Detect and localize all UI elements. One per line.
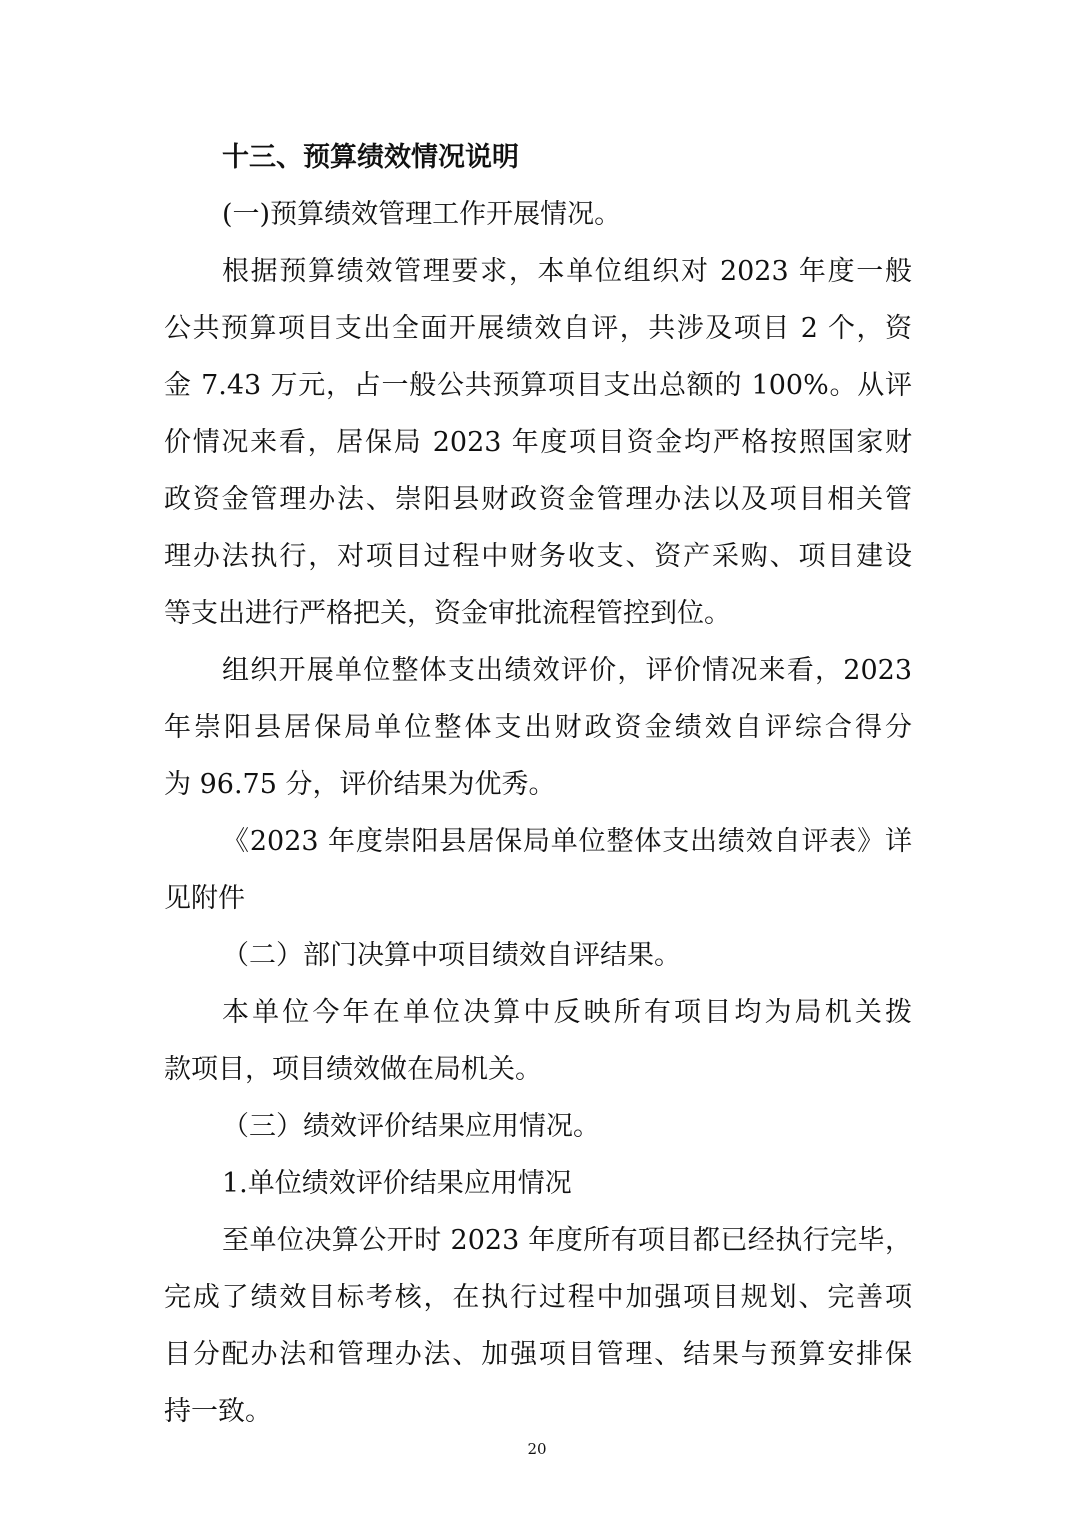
paragraph-line: 目分配办法和管理办法、加强项目管理、结果与预算安排保: [164, 1339, 912, 1370]
paragraph-line: 为 96.75 分，评价结果为优秀。: [164, 769, 556, 800]
page-number: 20: [527, 1440, 547, 1458]
paragraph-line: 理办法执行，对项目过程中财务收支、资产采购、项目建设: [164, 541, 912, 572]
paragraph-line: 《2023 年度崇阳县居保局单位整体支出绩效自评表》详: [222, 826, 912, 857]
paragraph-line: 完成了绩效目标考核，在执行过程中加强项目规划、完善项: [164, 1282, 912, 1313]
paragraph-line: 公共预算项目支出全面开展绩效自评，共涉及项目 2 个，资: [164, 313, 912, 344]
paragraph-line: 价情况来看，居保局 2023 年度项目资金均严格按照国家财: [164, 427, 912, 458]
subsection-heading-3: （三）绩效评价结果应用情况。: [222, 1111, 600, 1142]
paragraph-line: 政资金管理办法、崇阳县财政资金管理办法以及项目相关管: [164, 484, 912, 515]
paragraph-line: 款项目，项目绩效做在局机关。: [164, 1054, 542, 1085]
paragraph-line: 金 7.43 万元，占一般公共预算项目支出总额的 100%。从评: [164, 370, 912, 401]
paragraph-line: 年崇阳县居保局单位整体支出财政资金绩效自评综合得分: [164, 712, 912, 743]
paragraph-line: 组织开展单位整体支出绩效评价，评价情况来看，2023: [222, 655, 912, 686]
subsection-heading-2: （二）部门决算中项目绩效自评结果。: [222, 940, 681, 971]
paragraph-line: 见附件: [164, 883, 245, 914]
paragraph-line: 持一致。: [164, 1396, 272, 1427]
paragraph-line: 等支出进行严格把关，资金审批流程管控到位。: [164, 598, 731, 629]
section-title: 十三、预算绩效情况说明: [222, 142, 519, 173]
paragraph-line: 本单位今年在单位决算中反映所有项目均为局机关拨: [222, 997, 912, 1028]
paragraph-line: 根据预算绩效管理要求，本单位组织对 2023 年度一般: [222, 256, 912, 287]
subsection-heading-1: (一)预算绩效管理工作开展情况。: [222, 199, 622, 230]
numbered-item-heading: 1.单位绩效评价结果应用情况: [222, 1168, 572, 1199]
paragraph-line: 至单位决算公开时 2023 年度所有项目都已经执行完毕，: [222, 1225, 912, 1256]
